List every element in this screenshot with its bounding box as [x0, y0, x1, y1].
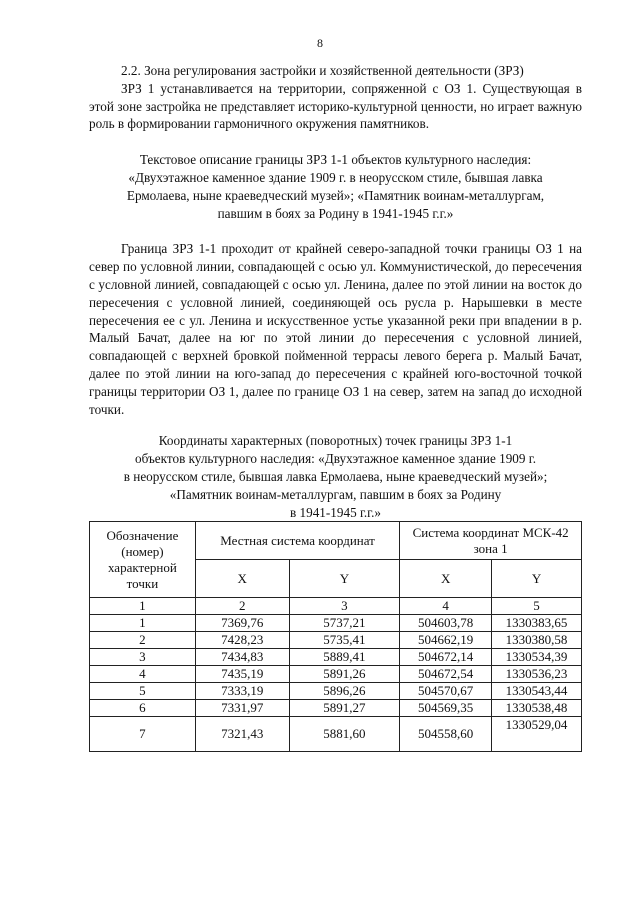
description-title-line: павшим в боях за Родину в 1941-1945 г.г.» — [217, 205, 454, 221]
msk-y: 1330543,44 — [492, 683, 582, 700]
table-row — [90, 717, 582, 752]
subheader-y-local: Y — [289, 560, 400, 598]
msk-y: 1330383,65 — [492, 615, 582, 632]
local-x: 7321,43 — [195, 717, 289, 752]
table-row — [90, 700, 582, 717]
subheader-x-msk: X — [400, 560, 492, 598]
table-row — [90, 666, 582, 683]
section-paragraph: ЗРЗ 1 устанавливается на территории, сопряженной с ОЗ 1. Существующая в этой зоне застройка не представляет историко-культурной ценности, но играет важную роль в формировании гармоничного окружения памятников. — [89, 80, 582, 132]
msk-x: 504558,60 — [400, 717, 492, 752]
point-number: 1 — [90, 615, 196, 632]
description-title-line: Ермолаева, ныне краеведческий музей»; «Памятник воинам-металлургам, — [126, 187, 545, 203]
msk-y: 1330536,23 — [492, 666, 582, 683]
local-y: 5889,41 — [289, 649, 400, 666]
header-point-designation: Обозначение (номер) характерной точки — [90, 522, 196, 598]
description-title-line: «Двухэтажное каменное здание 1909 г. в неорусском стиле, бывшая лавка — [128, 169, 543, 185]
table-title-line: Координаты характерных (поворотных) точек границы ЗРЗ 1-1 — [158, 433, 513, 449]
column-number: 4 — [400, 598, 492, 615]
point-number: 6 — [90, 700, 196, 717]
point-number: 7 — [90, 717, 196, 752]
msk-y: 1330529,04 — [492, 717, 582, 752]
header-msk-system: Система координат МСК-42 зона 1 — [400, 522, 582, 560]
table-row — [90, 683, 582, 700]
msk-x: 504603,78 — [400, 615, 492, 632]
msk-y: 1330534,39 — [492, 649, 582, 666]
local-y: 5735,41 — [289, 632, 400, 649]
subheader-x-local: X — [195, 560, 289, 598]
local-y: 5891,26 — [289, 666, 400, 683]
coordinates-table — [89, 521, 582, 752]
table-title-line: в 1941-1945 г.г.» — [290, 504, 381, 520]
subheader-y-msk: Y — [492, 560, 582, 598]
document-body — [89, 62, 582, 752]
table-row — [90, 632, 582, 649]
section-heading: 2.2. Зона регулирования застройки и хозяйственной деятельности (ЗРЗ) — [121, 63, 524, 78]
local-x: 7333,19 — [195, 683, 289, 700]
column-number: 3 — [289, 598, 400, 615]
local-y: 5896,26 — [289, 683, 400, 700]
point-number: 3 — [90, 649, 196, 666]
boundary-paragraph: Граница ЗРЗ 1-1 проходит от крайней северо-западной точки границы ОЗ 1 на север по условной линии, совпадающей с осью ул. Коммунистической, до пересечения с условной линией, совпадающей с осью ул. Ленина, далее по этой линии на восток до пересечения с условной линией, соединяющей ось русла р. Нарышевки в месте пересечения ее с ул. Ленина и искусственное устье указанной реки при впадении в р. Малый Бачат, далее на юг по этой линии до пересечения с условной линией, совпадающей с верхней бровкой пойменной террасы левого берега р. Малый Бачат, далее по этой линии на юго-запад до пересечения с крайней юго-восточной точкой границы территории ОЗ 1, далее по границе ОЗ 1 на север, затем на запад до исходной точки. — [89, 241, 582, 417]
local-x: 7331,97 — [195, 700, 289, 717]
local-x: 7428,23 — [195, 632, 289, 649]
point-number: 4 — [90, 666, 196, 683]
page-number: 8 — [317, 36, 323, 50]
msk-y: 1330380,58 — [492, 632, 582, 649]
column-number-row — [90, 598, 582, 615]
column-number: 2 — [195, 598, 289, 615]
local-y: 5891,27 — [289, 700, 400, 717]
msk-x: 504662,19 — [400, 632, 492, 649]
column-number: 5 — [492, 598, 582, 615]
local-x: 7435,19 — [195, 666, 289, 683]
msk-x: 504569,35 — [400, 700, 492, 717]
msk-x: 504672,54 — [400, 666, 492, 683]
msk-x: 504672,14 — [400, 649, 492, 666]
point-number: 5 — [90, 683, 196, 700]
local-y: 5737,21 — [289, 615, 400, 632]
local-y: 5881,60 — [289, 717, 400, 752]
msk-x: 504570,67 — [400, 683, 492, 700]
msk-y: 1330538,48 — [492, 700, 582, 717]
point-number: 2 — [90, 632, 196, 649]
local-x: 7369,76 — [195, 615, 289, 632]
table-title-line: в неорусском стиле, бывшая лавка Ермолаева, ныне краеведческий музей»; — [123, 468, 548, 484]
local-x: 7434,83 — [195, 649, 289, 666]
table-title-line: объектов культурного наследия: «Двухэтажное каменное здание 1909 г. — [135, 451, 536, 467]
table-row — [90, 649, 582, 666]
table-title-line: «Памятник воинам-металлургам, павшим в боях за Родину — [169, 486, 502, 502]
description-title-line: Текстовое описание границы ЗРЗ 1-1 объектов культурного наследия: — [139, 152, 532, 168]
header-local-system: Местная система координат — [195, 522, 399, 560]
table-row — [90, 615, 582, 632]
column-number: 1 — [90, 598, 196, 615]
